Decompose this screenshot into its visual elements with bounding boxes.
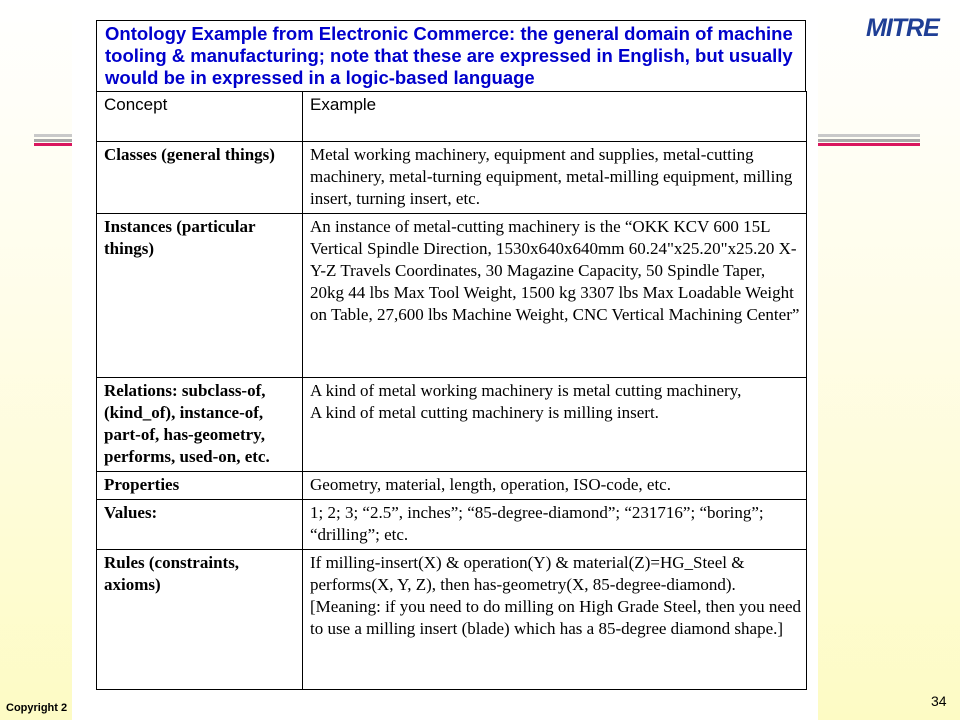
- row-example: A kind of metal working machinery is metal cutting machinery, A kind of metal cutting machinery is milling insert.: [303, 378, 807, 472]
- table-row: [97, 472, 807, 500]
- row-concept: Relations: subclass-of, (kind_of), instance-of, part-of, has-geometry, performs, used-on, etc.: [97, 378, 303, 472]
- mitre-logo: MITRE: [866, 14, 939, 42]
- table-row: [97, 500, 807, 550]
- table-row: [97, 378, 807, 472]
- row-concept: Classes (general things): [97, 142, 303, 214]
- decorative-bar-right: [808, 134, 920, 146]
- row-concept: Instances (particular things): [97, 214, 303, 378]
- row-example: An instance of metal-cutting machinery is the “OKK KCV 600 15L Vertical Spindle Direction, 1530x640x640mm 60.24"x25.20"x25.20 X-Y-Z Travels Coordinates, 30 Magazine Capacity, 50 Spindle Taper, 20kg 44 lbs Max Tool Weight, 1500 kg 3307 lbs Max Loadable Weight on Table, 27,600 lbs Machine Weight, CNC Vertical Machining Center”: [303, 214, 807, 378]
- slide-heading: Ontology Example from Electronic Commerce: the general domain of machine tooling & manufacturing; note that these are expressed in English, but usually would be in expressed in a logic-based language: [96, 20, 806, 92]
- row-concept: Properties: [97, 472, 303, 500]
- copyright-text: Copyright 2: [6, 702, 68, 714]
- row-example: Geometry, material, length, operation, ISO-code, etc.: [303, 472, 807, 500]
- row-concept: Values:: [97, 500, 303, 550]
- column-header-concept: Concept: [97, 92, 303, 142]
- page-number: 34: [931, 693, 947, 709]
- row-example: 1; 2; 3; “2.5”, inches”; “85-degree-diamond”; “231716”; “boring”; “drilling”; etc.: [303, 500, 807, 550]
- table-row: [97, 550, 807, 690]
- row-example: If milling-insert(X) & operation(Y) & material(Z)=HG_Steel & performs(X, Y, Z), then has-geometry(X, 85-degree-diamond). [Meaning: if you need to do milling on High Grade Steel, then you need to use a milling insert (blade) which has a 85-degree diamond shape.]: [303, 550, 807, 690]
- table-row: [97, 214, 807, 378]
- row-concept: Rules (constraints, axioms): [97, 550, 303, 690]
- row-example: Metal working machinery, equipment and supplies, metal-cutting machinery, metal-turning equipment, metal-milling equipment, milling insert, turning insert, etc.: [303, 142, 807, 214]
- table-header-row: [97, 92, 807, 142]
- table-row: [97, 142, 807, 214]
- column-header-example: Example: [303, 92, 807, 142]
- ontology-table: [96, 91, 807, 690]
